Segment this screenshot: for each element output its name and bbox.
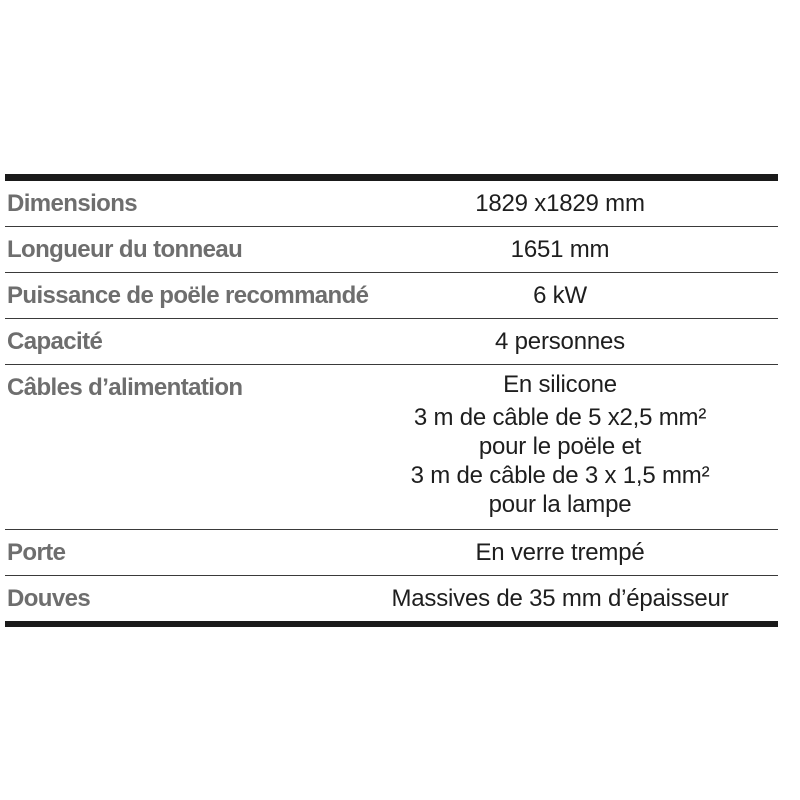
spec-value: En verre trempé bbox=[475, 539, 645, 566]
spec-row-barrel-length bbox=[5, 226, 778, 272]
spec-row-stove-power bbox=[5, 272, 778, 318]
spec-value-line: 3 m de câble de 3 x 1,5 mm² bbox=[410, 462, 710, 489]
spec-value-line: pour le poële et bbox=[478, 433, 642, 460]
spec-label: Douves bbox=[7, 585, 91, 612]
spec-value bbox=[342, 365, 778, 529]
spec-row-power-cables bbox=[5, 364, 778, 529]
spec-row-dimensions bbox=[5, 181, 778, 226]
spec-value-line: 3 m de câble de 5 x2,5 mm² bbox=[413, 404, 707, 431]
spec-value: 4 personnes bbox=[495, 328, 625, 355]
spec-row-staves bbox=[5, 575, 778, 621]
spec-label: Dimensions bbox=[7, 190, 138, 217]
spec-label: Longueur du tonneau bbox=[7, 236, 243, 263]
spec-label: Porte bbox=[7, 539, 66, 566]
spec-label: Puissance de poële recommandé bbox=[7, 282, 369, 309]
spec-table bbox=[5, 174, 778, 627]
spec-label: Câbles d’alimentation bbox=[7, 374, 243, 401]
spec-value: 1651 mm bbox=[510, 236, 610, 263]
spec-value: Massives de 35 mm d’épaisseur bbox=[391, 585, 729, 612]
spec-value-line: pour la lampe bbox=[488, 491, 632, 518]
spec-label: Capacité bbox=[7, 328, 103, 355]
spec-row-door bbox=[5, 529, 778, 575]
spec-value: 1829 x1829 mm bbox=[475, 190, 645, 217]
spec-value: 6 kW bbox=[533, 282, 587, 309]
spec-value-line: En silicone bbox=[503, 371, 617, 398]
spec-row-capacity bbox=[5, 318, 778, 364]
